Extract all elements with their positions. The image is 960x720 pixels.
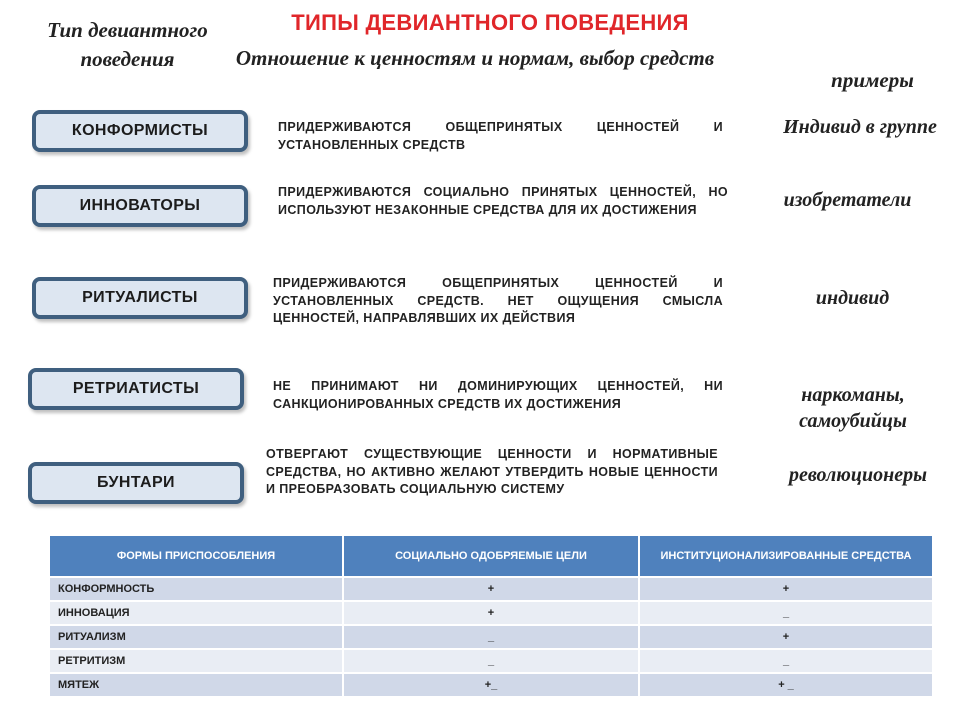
- description-conformists: ПРИДЕРЖИВАЮТСЯ ОБЩЕПРИНЯТЫХ ЦЕННОСТЕЙ И УСТАНОВЛЕННЫХ СРЕДСТВ: [278, 120, 723, 152]
- description-ritualists: ПРИДЕРЖИВАЮТСЯ ОБЩЕПРИНЯТЫХ ЦЕННОСТЕЙ И УСТАНОВЛЕННЫХ СРЕДСТВ. НЕТ ОЩУЩЕНИЯ СМЫСЛА ЦЕННОСТЕЙ, НАПРАВЛЯВШИХ ИХ ДЕЙСТВИЯ: [273, 276, 723, 325]
- table-cell-means: _: [639, 649, 933, 673]
- description-innovators: ПРИДЕРЖИВАЮТСЯ СОЦИАЛЬНО ПРИНЯТЫХ ЦЕННОСТЕЙ, НО ИСПОЛЬЗУЮТ НЕЗАКОННЫЕ СРЕДСТВА ДЛЯ ИХ ДОСТИЖЕНИЯ: [278, 185, 728, 217]
- table-cell-form: КОНФОРМНОСТЬ: [49, 577, 343, 601]
- description-retreatists: НЕ ПРИНИМАЮТ НИ ДОМИНИРУЮЩИХ ЦЕННОСТЕЙ, НИ САНКЦИОНИРОВАННЫХ СРЕДСТВ ИХ ДОСТИЖЕНИЯ: [273, 379, 723, 411]
- table-row: [49, 577, 933, 601]
- table-row: [49, 673, 933, 697]
- table-header-means: ИНСТИТУЦИОНАЛИЗИРОВАННЫЕ СРЕДСТВА: [639, 535, 933, 577]
- type-ritualists: РИТУАЛИСТЫ: [32, 277, 248, 319]
- table-cell-form: МЯТЕЖ: [49, 673, 343, 697]
- type-innovators: ИННОВАТОРЫ: [32, 185, 248, 227]
- type-retreatists: РЕТРИАТИСТЫ: [28, 368, 244, 410]
- table-cell-goals: _: [343, 625, 639, 649]
- table-row: [49, 649, 933, 673]
- column-header-type: Тип девиантного поведения: [47, 18, 208, 71]
- table-row: [49, 625, 933, 649]
- table-cell-means: + _: [639, 673, 933, 697]
- table-cell-means: +: [639, 625, 933, 649]
- table-cell-form: ИННОВАЦИЯ: [49, 601, 343, 625]
- type-conformists: КОНФОРМИСТЫ: [32, 110, 248, 152]
- table-cell-form: РИТУАЛИЗМ: [49, 625, 343, 649]
- table-cell-means: +: [639, 577, 933, 601]
- table-header-row: [49, 535, 933, 577]
- type-rebels: БУНТАРИ: [28, 462, 244, 504]
- table-header-goals: СОЦИАЛЬНО ОДОБРЯЕМЫЕ ЦЕЛИ: [343, 535, 639, 577]
- example-conformists: Индивид в группе: [783, 116, 937, 138]
- column-header-attitude: Отношение к ценностям и нормам, выбор средств: [235, 46, 715, 70]
- example-retreatists: наркоманы, самоубийцы: [799, 384, 907, 432]
- table-cell-means: _: [639, 601, 933, 625]
- table-cell-goals: +_: [343, 673, 639, 697]
- table-cell-goals: +: [343, 577, 639, 601]
- example-ritualists: индивид: [815, 287, 890, 309]
- page-title: ТИПЫ ДЕВИАНТНОГО ПОВЕДЕНИЯ: [291, 10, 689, 35]
- table-cell-form: РЕТРИТИЗМ: [49, 649, 343, 673]
- table-cell-goals: _: [343, 649, 639, 673]
- description-rebels: ОТВЕРГАЮТ СУЩЕСТВУЮЩИЕ ЦЕННОСТИ И НОРМАТИВНЫЕ СРЕДСТВА, НО АКТИВНО ЖЕЛАЮТ УТВЕРДИТЬ НОВЫЕ ЦЕННОСТИ И ПРЕОБРАЗОВАТЬ СОЦИАЛЬНУЮ СИСТЕМУ: [266, 447, 718, 496]
- example-rebels: революционеры: [788, 464, 928, 486]
- table-row: [49, 601, 933, 625]
- adaptation-forms-table: [48, 534, 934, 698]
- table-cell-goals: +: [343, 601, 639, 625]
- table-header-forms: ФОРМЫ ПРИСПОСОБЛЕНИЯ: [49, 535, 343, 577]
- example-innovators: изобретатели: [783, 189, 912, 211]
- column-header-examples: примеры: [831, 68, 914, 92]
